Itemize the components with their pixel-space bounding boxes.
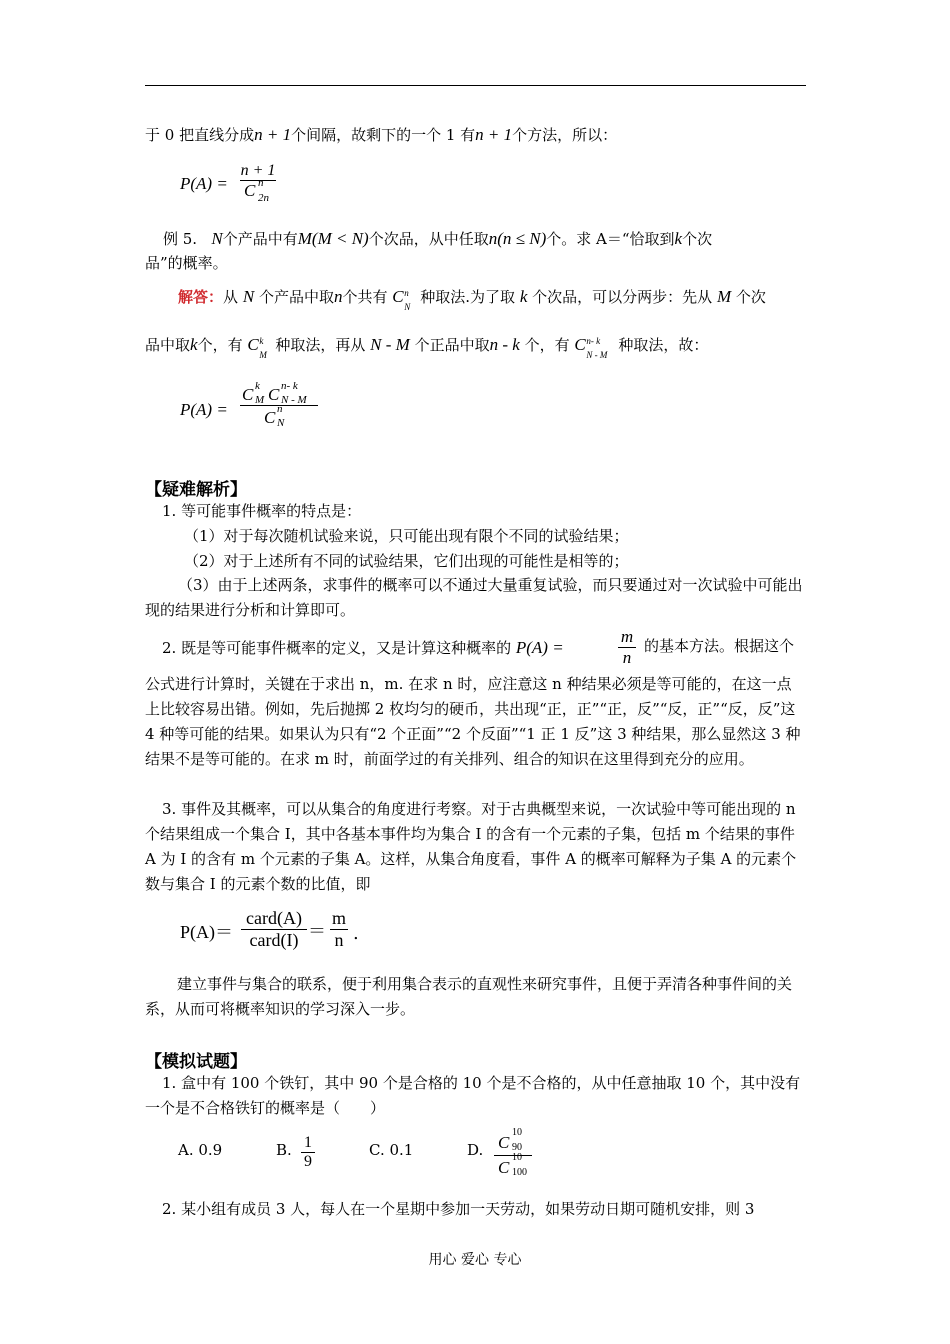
list-item: （1）对于每次随机试验来说，只可能出现有限个不同的试验结果； [184,527,629,545]
formula-period: . [353,923,359,944]
example-5-line-1: 例 5. N个产品中有M(M < N)个次品，从中任取n(n ≤ N)个。求 A＝“恰取到k个次 [163,229,713,248]
text-segment: 个方法，所以： [512,126,618,144]
answer-label: 解答： [178,288,224,306]
example-5-line-2: 品”的概率。 [145,254,228,272]
option-d-label: D. [467,1141,484,1159]
option-c: C. 0.1 [369,1141,414,1159]
equals-sign: ＝ [308,921,326,942]
formula-fraction-2 [240,380,318,430]
page-footer: 用心 爱心 专心 [428,1252,522,1268]
fraction-denominator: C n 2n [244,177,269,204]
formula-pa-label: P(A) = [180,174,228,193]
option-b-label: B. [276,1141,292,1159]
formula-card-fraction: card(A) card(I) [241,908,307,951]
answer-line-1: 解答：从 N 个产品中取n个共有 C n N 种取法.为了取 k 个次品，可以分两步：先从 M 个次 [178,287,766,312]
formula-m-over-n: m n [618,627,636,668]
formula-card-m-over-n: m n [331,908,346,950]
fraction-numerator: n + 1 [240,162,276,179]
paragraph: 建立事件与集合的联系，便于利用集合表示的直观性来研究事件，且便于弄清各种事件间的关系，从而可将概率知识的学习深入一步。 [145,975,793,1018]
list-item: （2）对于上述所有不同的试验结果，它们出现的可能性是相等的； [184,552,629,570]
text-segment: 于 0 把直线分成 [145,126,255,144]
math-n-plus-1: n + 1 [475,125,513,144]
fraction-numerator: C k M C n- k N - M [242,380,307,406]
fraction-denominator: C n N [264,403,285,429]
question-1: 1. 盒中有 100 个铁钉，其中 90 个是合格的 10 个是不合格的，从中任意抽取 10 个，其中没有一个是不合格铁钉的概率是（ ） [145,1074,801,1117]
paragraph: 公式进行计算时，关键在于求出 n，m. 在求 n 时，应注意这 n 种结果必须是等可能的，在这一点上比较容易出错。例如，先后抛掷 2 枚均匀的硬币，共出现“正，正”“正，反”“反，正”“反，反”这 4 种等可能的结果。如果认为只有“2 个正面”“2 个反面”“1 正 1 反”这 3 种结果，那么显然这 3 种结果不是等可能的。在求 m 时，前面学过的有关排列、组合的知识在这里得到充分的应用。 [145,675,801,768]
section-title-difficulty: 【疑难解析】 [145,480,247,500]
question-2: 2. 某小组有成员 3 人，每人在一个星期中参加一天劳动，如果劳动日期可随机安排，则 3 [162,1200,755,1218]
paragraph: （3）由于上述两条，求事件的概率可以不通过大量重复试验，而只要通过对一次试验中可能出现的结果进行分析和计算即可。 [145,576,803,619]
paragraph-2-tail: 的基本方法。根据这个 [644,637,795,655]
list-item: 1. 等可能事件概率的特点是： [162,502,362,520]
formula-pa-label-2: P(A) = [180,400,228,419]
text-line-1 [145,125,617,145]
option-b-fraction: 1 9 [301,1134,315,1171]
formula-card-label: P(A)＝ [180,922,233,942]
answer-line-2: 品中取k个，有 C k M 种取法，再从 N - M 个正品中取n - k 个，有 C n- k N - M 种取法，故： [145,335,709,360]
option-a: A. 0.9 [178,1141,223,1159]
paragraph-2-line-1: 2. 既是等可能事件概率的定义，又是计算这种概率的 P(A) = [162,638,564,657]
formula-fraction-1 [240,162,276,204]
paragraph: 3. 事件及其概率，可以从集合的角度进行考察。对于古典概型来说，一次试验中等可能出现的 n 个结果组成一个集合 I，其中各基本事件均为集合 I 的含有一个元素的子集，包括 m 个结果的事件 A 为 I 的含有 m 个元素的子集 A。这样，从集合角度看，事件 A 的概率可解释为子集 A 的元素个数与集合 I 的元素个数的比值，即 [145,800,797,893]
math-n-plus-1: n + 1 [254,125,292,144]
section-title-mock-test: 【模拟试题】 [145,1052,247,1072]
text-segment: 个间隔，故剩下的一个 1 有 [291,126,476,144]
header-rule [145,85,806,86]
option-d-fraction: C 10 90 C 10 100 [494,1131,532,1180]
